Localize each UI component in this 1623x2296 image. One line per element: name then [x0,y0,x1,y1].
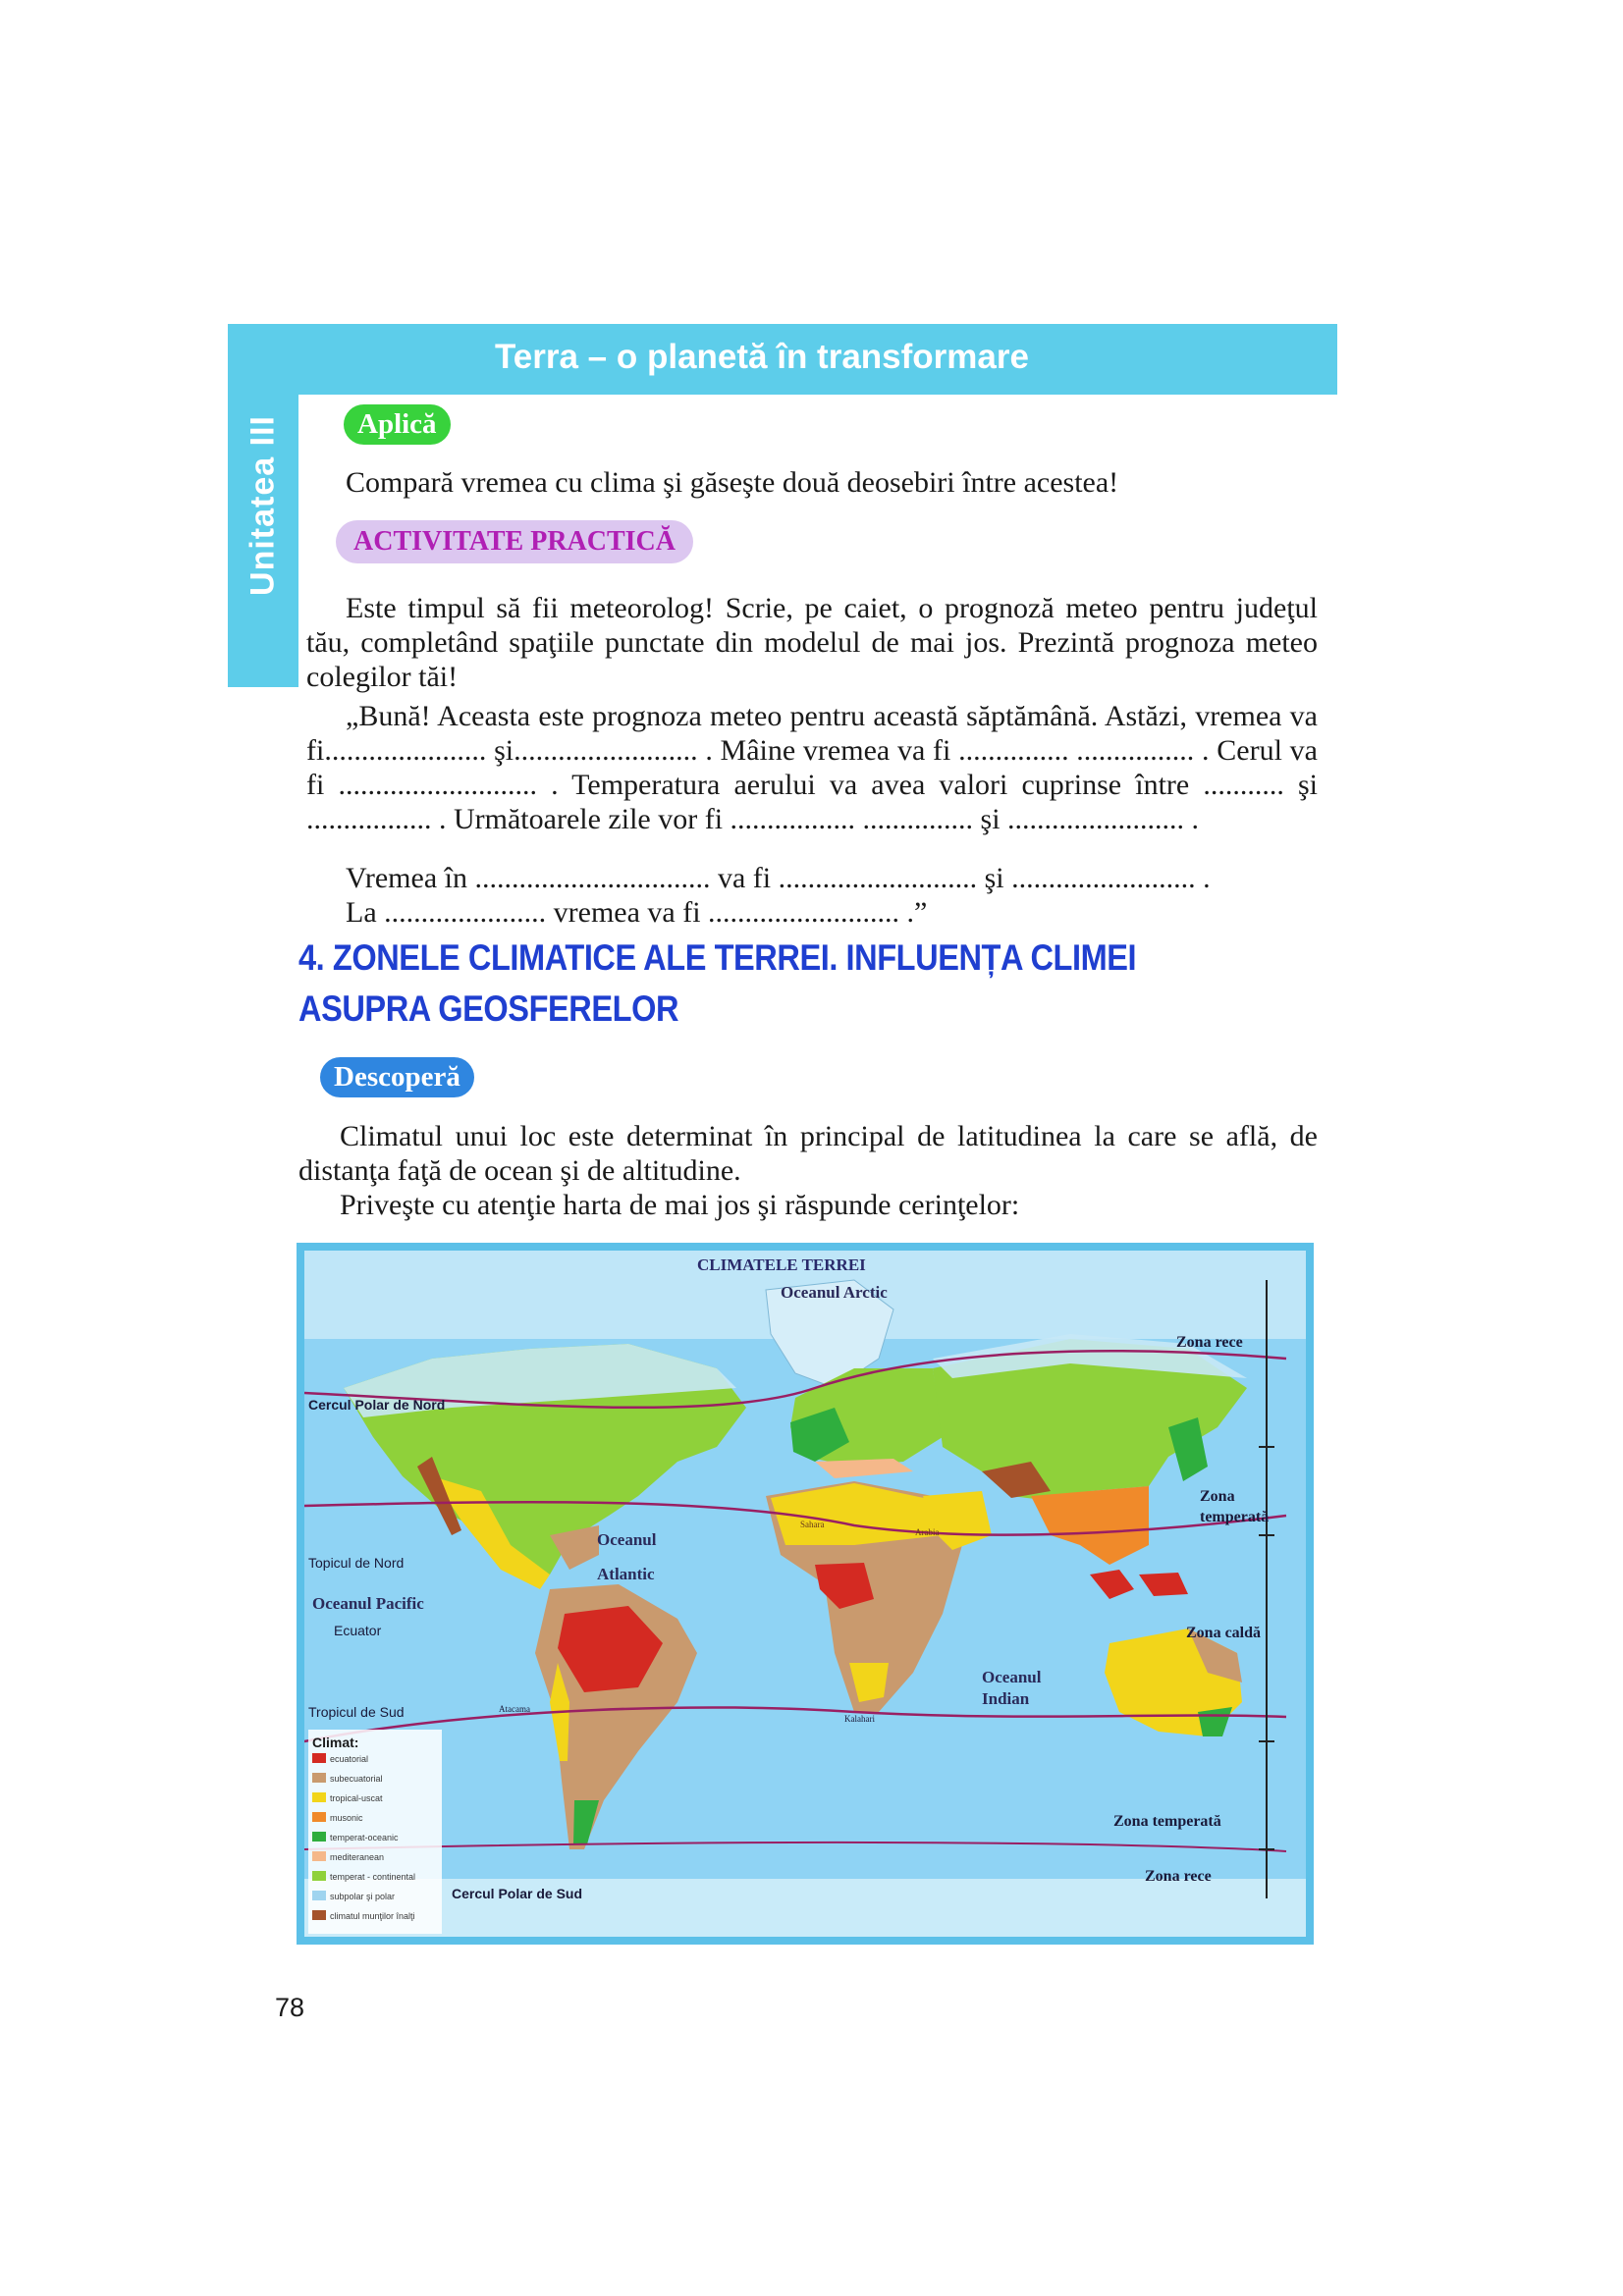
legend-swatch [312,1851,326,1861]
forecast-line-vremea: Vremea în ................................ va fi ........................... şi ......................... . [346,862,1211,894]
forecast-model: „Bună! Aceasta este prognoza meteo pentru această săptămână. Astăzi, vremea va fi...................... şi......................... . Mâine vremea va fi ............... ................ . Cerul va fi ........................... . Temperatura aerului va avea valori cuprinse între ........... şi ................. . Următoarele zile vor fi ................. ............... şi ........................ . [306,700,1318,835]
map-instruction: Priveşte cu atenţie harta de mai jos şi răspunde cerinţelor: [340,1189,1020,1221]
climate-intro: Climatul unui loc este determinat în principal de latitudinea la care se află, de distanţa faţă de ocean şi de altitudine. [298,1120,1318,1187]
legend-label: temperat - continental [330,1872,416,1882]
zone-temperate-north-label-2: temperată [1200,1509,1270,1525]
legend-swatch [312,1832,326,1842]
activitate-intro: Este timpul să fii meteorolog! Scrie, pe caiet, o prognoză meteo pentru judeţul tău, completând spaţiile punctate din modelul de mai jos. Prezintă prognoza meteo colegilor tăi! [306,592,1318,693]
descopera-badge: Descoperă [320,1057,474,1097]
legend-swatch [312,1792,326,1802]
tropic-north-label: Topicul de Nord [308,1555,405,1571]
chapter-header [228,324,1337,395]
legend-label: ecuatorial [330,1754,369,1764]
legend-label: subpolar şi polar [330,1892,396,1901]
equator-label: Ecuator [334,1623,382,1638]
legend-swatch [312,1773,326,1783]
map-title: CLIMATELE TERREI [697,1255,866,1274]
aplica-badge: Aplică [344,404,451,445]
forecast-line-la: La ...................... vremea va fi .......................... .” [346,896,928,929]
chapter-title: Terra – o planetă în transformare [495,338,1029,376]
page-number: 78 [275,1993,305,2022]
antarctic-circle-label: Cercul Polar de Sud [452,1886,583,1901]
zone-temperate-south-label: Zona temperată [1113,1813,1221,1830]
pacific-ocean-label: Oceanul Pacific [312,1594,424,1613]
legend-swatch [312,1812,326,1822]
climate-map [297,1243,1314,1945]
arabia-label: Arabia [915,1527,940,1537]
legend-label: musonic [330,1813,363,1823]
legend-label: climatul munţilor înalţi [330,1911,415,1921]
legend-swatch [312,1753,326,1763]
legend-swatch [312,1910,326,1920]
arctic-circle-label: Cercul Polar de Nord [308,1397,446,1413]
legend-title: Climat: [312,1735,359,1750]
activitate-badge: ACTIVITATE PRACTICĂ [336,520,693,563]
zone-cold-north-label: Zona rece [1176,1334,1243,1351]
unit-label: Unitatea III [243,415,282,596]
climate-map-svg [304,1251,1306,1937]
legend-label: tropical-uscat [330,1793,383,1803]
atlantic-ocean-label-2: Atlantic [597,1565,655,1583]
legend-swatch [312,1891,326,1900]
map-legend [308,1730,442,1934]
kalahari-label: Kalahari [844,1714,875,1724]
atacama-label: Atacama [499,1704,530,1714]
aplica-text: Compară vremea cu clima şi găseşte două deosebiri între acestea! [346,466,1119,499]
legend-label: temperat-oceanic [330,1833,399,1842]
arctic-ocean-label: Oceanul Arctic [781,1283,888,1302]
atlantic-ocean-label-1: Oceanul [597,1530,657,1549]
zone-temperate-north-label-1: Zona [1200,1488,1235,1505]
sahara-label: Sahara [800,1520,825,1529]
legend-label: mediteranean [330,1852,385,1862]
legend-label: subecuatorial [330,1774,383,1784]
zone-warm-label: Zona caldă [1186,1625,1262,1641]
indian-ocean-label-1: Oceanul [982,1668,1042,1686]
zone-cold-south-label: Zona rece [1145,1868,1212,1885]
indian-ocean-label-2: Indian [982,1689,1030,1708]
section-heading: 4. ZONELE CLIMATICE ALE TERREI. INFLUENȚA CLIMEI ASUPRA GEOSFERELOR [298,937,1137,1029]
tropic-south-label: Tropicul de Sud [308,1704,405,1720]
legend-swatch [312,1871,326,1881]
